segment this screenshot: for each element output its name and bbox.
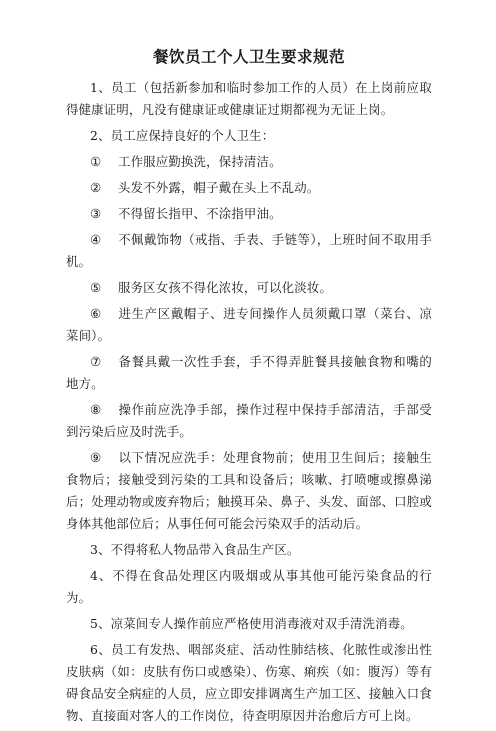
list-marker: ⑨ — [90, 450, 102, 465]
list-item — [66, 399, 432, 443]
list-item — [66, 177, 432, 199]
paragraph-3: 3、不得将私人物品带入食品生产区。 — [90, 542, 300, 557]
list-marker: ⑦ — [90, 354, 102, 369]
list-marker: ④ — [90, 232, 102, 247]
list-item-text: 不得留长指甲、不涂指甲油。 — [118, 206, 282, 221]
list-item — [66, 303, 432, 347]
list-item-text: 以下情况应洗手：处理食物前；使用卫生间后；接触生食物后；接触受到污染的工具和设备后；咳嗽、打喷嚏或擦鼻涕后；处理动物或废弃物后；触摸耳朵、鼻子、头发、面部、口腔或身体其他部位后；从事任何可能会污染双手的活动后。 — [66, 450, 432, 531]
list-item-text: 操作前应洗净手部，操作过程中保持手部清洁，手部受到污染后应及时洗手。 — [66, 402, 432, 439]
paragraph-5: 5、凉菜间专人操作前应严格使用消毒液对双手清洗消毒。 — [90, 616, 413, 631]
list-item-text: 备餐具戴一次性手套，手不得弄脏餐具接触食物和嘴的地方。 — [66, 354, 432, 391]
paragraph-1: 1、员工（包括新参加和临时参加工作的人员）在上岗前应取得健康证明，凡没有健康证或健康证过期都视为无证上岗。 — [66, 80, 432, 117]
paragraph-2: 2、员工应保持良好的个人卫生： — [90, 128, 275, 143]
paragraph-4: 4、不得在食品处理区内吸烟或从事其他可能污染食品的行为。 — [66, 568, 432, 605]
list-item-text: 不佩戴饰物（戒指、手表、手链等），上班时间不取用手机。 — [66, 232, 432, 269]
list-item — [66, 229, 432, 273]
document-page — [66, 46, 432, 731]
list-item — [66, 151, 432, 173]
list-item — [66, 447, 432, 535]
list-item-text: 服务区女孩不得化浓妆，可以化淡妆。 — [118, 280, 333, 295]
paragraph-6: 6、员工有发热、咽部炎症、活动性肺结核、化脓性或渗出性皮肤病（如：皮肤有伤口或感染）、伤寒、痢疾（如：腹泻）等有碍食品安全病症的人员，应立即安排调离生产加工区、接触入口食物、直接面对客人的工作岗位，待查明原因并治愈后方可上岗。 — [66, 642, 432, 723]
list-marker: ⑧ — [90, 402, 102, 417]
list-item — [66, 277, 432, 299]
list-marker: ⑥ — [90, 306, 102, 321]
list-item-text: 进生产区戴帽子、进专间操作人员须戴口罩（菜台、凉菜间）。 — [66, 306, 432, 343]
list-marker: ① — [90, 154, 102, 169]
list-item-text: 工作服应勤换洗，保持清洁。 — [118, 154, 282, 169]
list-item-text: 头发不外露，帽子戴在头上不乱动。 — [118, 180, 320, 195]
list-item — [66, 351, 432, 395]
list-marker: ③ — [90, 206, 102, 221]
list-item — [66, 203, 432, 225]
list-marker: ⑤ — [90, 280, 102, 295]
document-title: 餐饮员工个人卫生要求规范 — [152, 48, 345, 66]
list-marker: ② — [90, 180, 102, 195]
